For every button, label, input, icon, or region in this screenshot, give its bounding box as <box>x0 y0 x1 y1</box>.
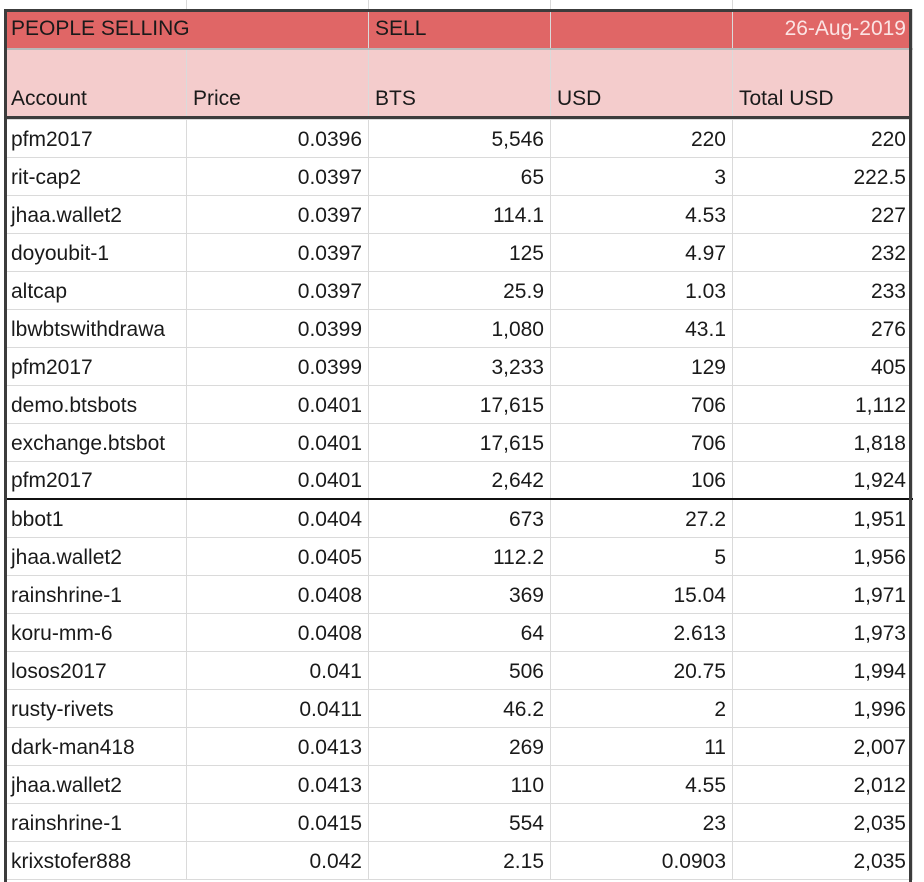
table-row <box>5 385 913 423</box>
cell-bts[interactable]: 5,546 <box>369 119 551 157</box>
cell-account[interactable]: krixstofer888 <box>5 841 187 879</box>
table-row <box>5 347 913 385</box>
header-row <box>5 49 913 119</box>
cell-price[interactable]: 0.0397 <box>187 271 369 309</box>
table-row <box>5 689 913 727</box>
cell-total-usd[interactable]: 220 <box>733 119 913 157</box>
cell-usd[interactable]: 11 <box>551 727 733 765</box>
cell-price[interactable]: 0.0408 <box>187 575 369 613</box>
cell-account[interactable]: rusty-rivets <box>5 689 187 727</box>
cell-usd[interactable]: 15.04 <box>551 575 733 613</box>
table-row <box>5 803 913 841</box>
title-cell-date[interactable]: 26-Aug-2019 <box>733 9 913 49</box>
table-row <box>5 461 913 499</box>
cell-price[interactable]: 0.0408 <box>187 613 369 651</box>
cell-usd[interactable]: 4.53 <box>551 195 733 233</box>
cell-usd[interactable]: 2.613 <box>551 613 733 651</box>
table-row <box>5 575 913 613</box>
cell-usd[interactable]: 23 <box>551 803 733 841</box>
cell-account[interactable]: demo.btsbots <box>5 385 187 423</box>
table-row <box>5 271 913 309</box>
cell-price[interactable]: 0.0401 <box>187 423 369 461</box>
cell-usd[interactable]: 129 <box>551 347 733 385</box>
cell-account[interactable]: koru-mm-6 <box>5 613 187 651</box>
cell-price[interactable]: 0.0397 <box>187 195 369 233</box>
cell-account[interactable]: dark-man418 <box>5 727 187 765</box>
cell-bts[interactable]: 673 <box>369 499 551 537</box>
cell-bts[interactable]: 125 <box>369 233 551 271</box>
table-row <box>5 537 913 575</box>
cell-usd[interactable]: 0.0903 <box>551 841 733 879</box>
cell-account[interactable]: rit-cap2 <box>5 157 187 195</box>
cell-total-usd[interactable]: 1,818 <box>733 423 913 461</box>
header-account[interactable]: Account <box>5 49 187 119</box>
header-price[interactable]: Price <box>187 49 369 119</box>
cell-account[interactable]: jhaa.wallet2 <box>5 765 187 803</box>
table-row <box>5 195 913 233</box>
cell-total-usd[interactable]: 2,035 <box>733 841 913 879</box>
cell-usd[interactable]: 2 <box>551 689 733 727</box>
cell-usd[interactable]: 220 <box>551 119 733 157</box>
cell-bts[interactable]: 114.1 <box>369 195 551 233</box>
table-row <box>5 119 913 157</box>
cell-bts[interactable]: 46.2 <box>369 689 551 727</box>
cell-account[interactable]: lbwbtswithdrawa <box>5 309 187 347</box>
cell-bts[interactable]: 506 <box>369 651 551 689</box>
cell-usd[interactable]: 27.2 <box>551 499 733 537</box>
cell-price[interactable]: 0.0401 <box>187 385 369 423</box>
cell-total-usd[interactable]: 1,973 <box>733 613 913 651</box>
cell-account[interactable]: altcap <box>5 271 187 309</box>
cell-account[interactable]: pfm2017 <box>5 461 187 499</box>
title-cell-empty[interactable] <box>551 9 733 49</box>
cell-account[interactable]: jhaa.wallet2 <box>5 537 187 575</box>
cell-usd[interactable]: 706 <box>551 423 733 461</box>
cell-total-usd[interactable]: 222.5 <box>733 157 913 195</box>
cell-total-usd[interactable]: 276 <box>733 309 913 347</box>
cell-bts[interactable]: 2,642 <box>369 461 551 499</box>
table-row <box>5 727 913 765</box>
cell-account[interactable]: exchange.btsbot <box>5 423 187 461</box>
table-row <box>5 765 913 803</box>
cell-bts[interactable]: 369 <box>369 575 551 613</box>
cell-total-usd[interactable]: 1,996 <box>733 689 913 727</box>
cell-price[interactable]: 0.0411 <box>187 689 369 727</box>
cell-total-usd[interactable]: 1,971 <box>733 575 913 613</box>
table-row <box>5 651 913 689</box>
cell-account[interactable]: rainshrine-1 <box>5 803 187 841</box>
header-usd[interactable]: USD <box>551 49 733 119</box>
cell-bts[interactable]: 110 <box>369 765 551 803</box>
cell-price[interactable]: 0.0401 <box>187 461 369 499</box>
cell-total-usd[interactable]: 1,112 <box>733 385 913 423</box>
cell-price[interactable]: 0.0396 <box>187 119 369 157</box>
cell-total-usd[interactable]: 1,994 <box>733 651 913 689</box>
cell-usd[interactable]: 4.97 <box>551 233 733 271</box>
cell-account[interactable]: jhaa.wallet2 <box>5 195 187 233</box>
cell-price[interactable]: 0.042 <box>187 841 369 879</box>
title-cell-sell[interactable]: SELL <box>369 9 551 49</box>
cell-bts[interactable]: 17,615 <box>369 423 551 461</box>
cell-price[interactable]: 0.0397 <box>187 233 369 271</box>
cell-bts[interactable]: 1,080 <box>369 309 551 347</box>
cell-bts[interactable]: 25.9 <box>369 271 551 309</box>
cell-price[interactable]: 0.0397 <box>187 157 369 195</box>
cell-account[interactable]: losos2017 <box>5 651 187 689</box>
cell-usd[interactable]: 706 <box>551 385 733 423</box>
cell-bts[interactable]: 112.2 <box>369 537 551 575</box>
cell-bts[interactable]: 3,233 <box>369 347 551 385</box>
table-row <box>5 499 913 537</box>
cell-total-usd[interactable]: 232 <box>733 233 913 271</box>
cell-price[interactable]: 0.0415 <box>187 803 369 841</box>
cell-account[interactable]: rainshrine-1 <box>5 575 187 613</box>
right-margin <box>915 0 924 882</box>
cell-bts[interactable]: 65 <box>369 157 551 195</box>
title-cell-people-selling[interactable]: PEOPLE SELLING <box>5 9 369 49</box>
cell-bts[interactable]: 2.15 <box>369 841 551 879</box>
cell-total-usd[interactable]: 2,035 <box>733 803 913 841</box>
cell-price[interactable]: 0.0413 <box>187 765 369 803</box>
cell-total-usd[interactable]: 1,956 <box>733 537 913 575</box>
cell-usd[interactable]: 5 <box>551 537 733 575</box>
cell-total-usd[interactable]: 405 <box>733 347 913 385</box>
cell-price[interactable]: 0.0404 <box>187 499 369 537</box>
cell-total-usd[interactable]: 227 <box>733 195 913 233</box>
cell-price[interactable]: 0.0413 <box>187 727 369 765</box>
title-row <box>5 9 913 49</box>
cell-usd[interactable]: 106 <box>551 461 733 499</box>
cell-usd[interactable]: 4.55 <box>551 765 733 803</box>
cell-bts[interactable]: 554 <box>369 803 551 841</box>
cell-usd[interactable]: 43.1 <box>551 309 733 347</box>
cell-total-usd[interactable]: 1,924 <box>733 461 913 499</box>
cell-price[interactable]: 0.0405 <box>187 537 369 575</box>
cell-total-usd[interactable]: 2,007 <box>733 727 913 765</box>
table-row <box>5 613 913 651</box>
table-row <box>5 309 913 347</box>
cell-bts[interactable]: 269 <box>369 727 551 765</box>
cell-account[interactable]: pfm2017 <box>5 119 187 157</box>
cell-total-usd[interactable]: 2,012 <box>733 765 913 803</box>
cell-account[interactable]: bbot1 <box>5 499 187 537</box>
header-total-usd[interactable]: Total USD <box>733 49 913 119</box>
cell-total-usd[interactable]: 1,951 <box>733 499 913 537</box>
cell-bts[interactable]: 64 <box>369 613 551 651</box>
table-row <box>5 233 913 271</box>
cell-usd[interactable]: 3 <box>551 157 733 195</box>
cell-total-usd[interactable]: 233 <box>733 271 913 309</box>
table-row <box>5 423 913 461</box>
table-row <box>5 841 913 879</box>
cell-account[interactable]: doyoubit-1 <box>5 233 187 271</box>
cell-usd[interactable]: 1.03 <box>551 271 733 309</box>
cell-price[interactable]: 0.0399 <box>187 309 369 347</box>
cell-usd[interactable]: 20.75 <box>551 651 733 689</box>
row-top-strip <box>0 0 924 9</box>
cell-account[interactable]: pfm2017 <box>5 347 187 385</box>
table-row <box>5 157 913 195</box>
cell-bts[interactable]: 17,615 <box>369 385 551 423</box>
cell-price[interactable]: 0.0399 <box>187 347 369 385</box>
sell-orders-table <box>4 9 913 880</box>
header-bts[interactable]: BTS <box>369 49 551 119</box>
cell-price[interactable]: 0.041 <box>187 651 369 689</box>
